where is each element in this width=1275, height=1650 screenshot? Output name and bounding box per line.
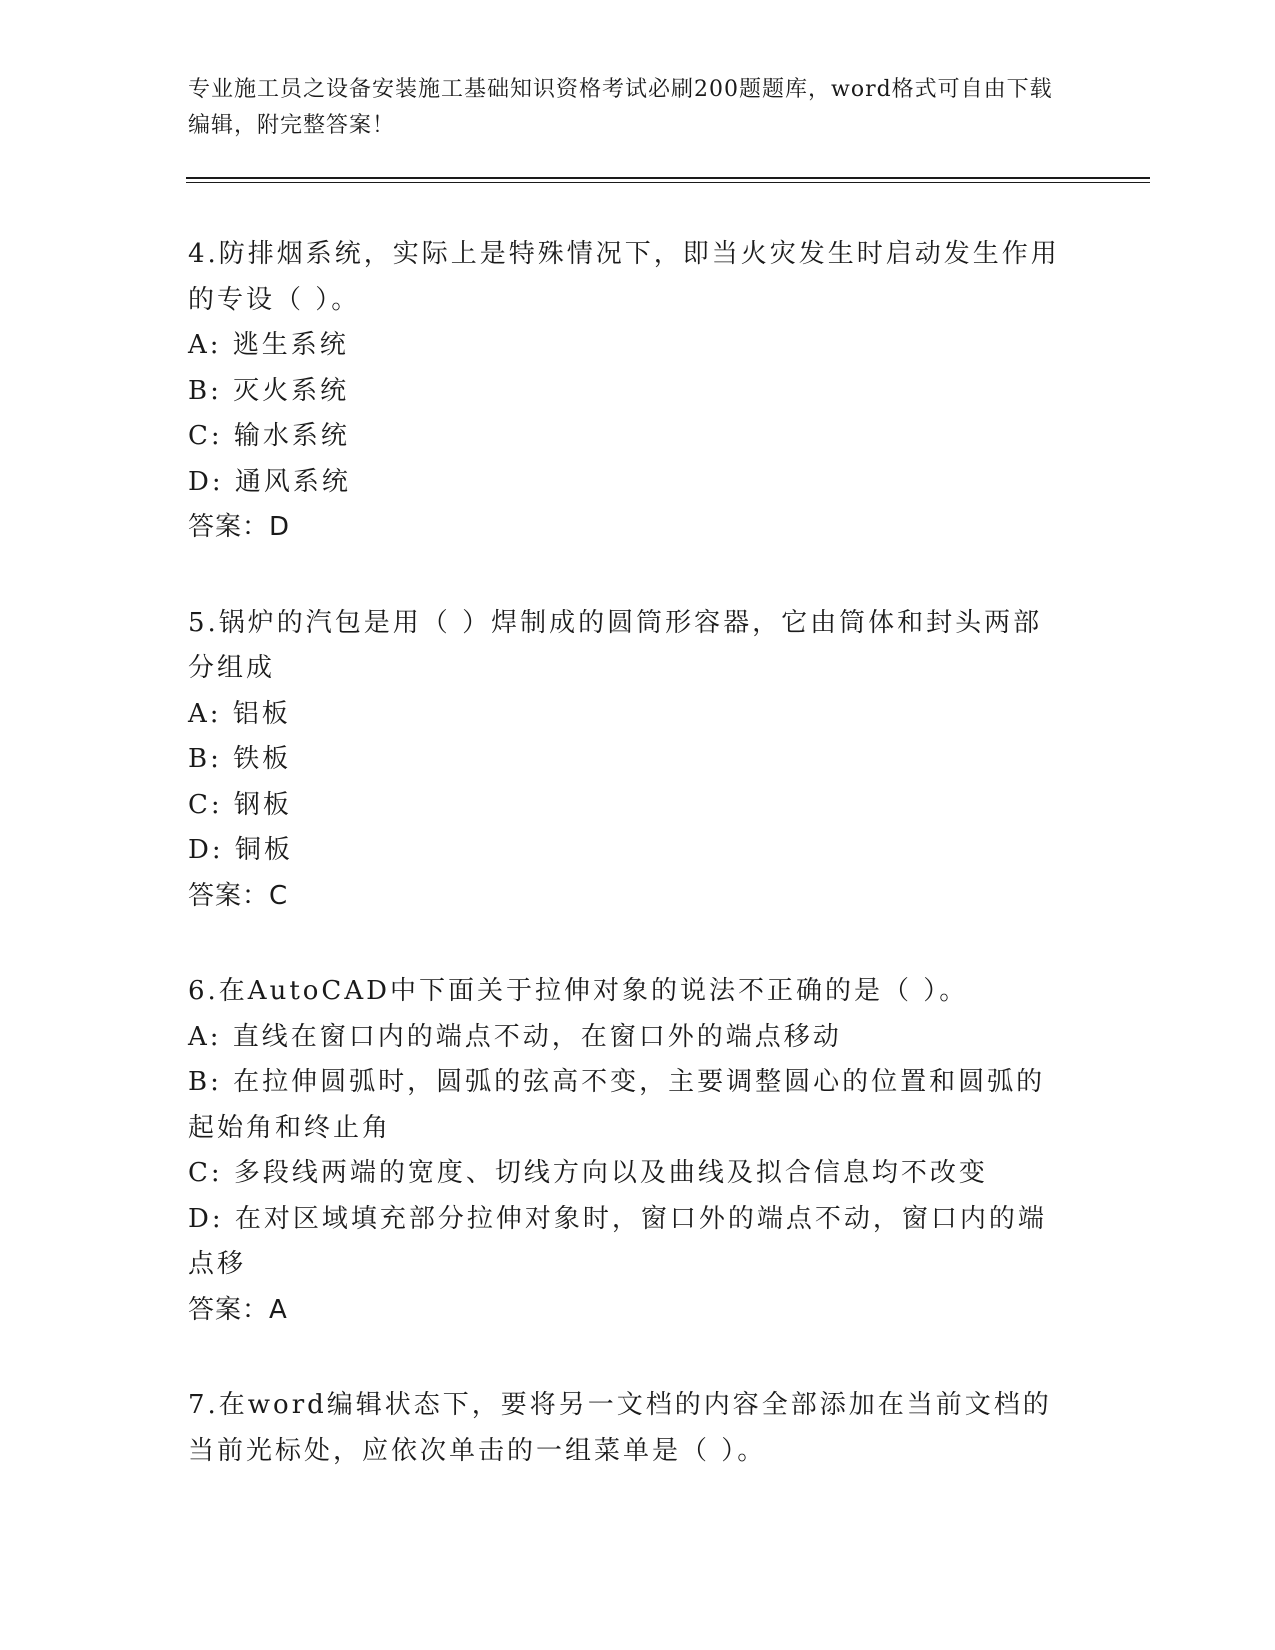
header-divider-thick bbox=[186, 177, 1150, 179]
document-header: 专业施工员之设备安装施工基础知识资格考试必刷200题题库，word格式可自由下载编辑，附完整答案！ bbox=[188, 77, 1053, 138]
option-d: D: 在对区域填充部分拉伸对象时，窗口外的端点不动，窗口内的端点移 bbox=[188, 1203, 1047, 1279]
question-5 bbox=[188, 601, 1068, 920]
option-c: C: 多段线两端的宽度、切线方向以及曲线及拟合信息均不改变 bbox=[188, 1158, 988, 1188]
question-4 bbox=[188, 232, 1068, 551]
question-list bbox=[188, 232, 1068, 1524]
option-d: D: 铜板 bbox=[188, 835, 293, 865]
option-a: A: 直线在窗口内的端点不动，在窗口外的端点移动 bbox=[188, 1021, 842, 1052]
question-stem: 4.防排烟系统，实际上是特殊情况下，即当火灾发生时启动发生作用的专设（ ）。 bbox=[188, 239, 1060, 315]
option-a: A: 铝板 bbox=[188, 698, 291, 729]
question-7 bbox=[188, 1383, 1068, 1474]
answer-line: 答案：C bbox=[188, 880, 289, 911]
option-b: B: 铁板 bbox=[188, 744, 292, 774]
option-c: C: 输水系统 bbox=[188, 421, 350, 451]
question-6 bbox=[188, 969, 1068, 1333]
question-stem: 5.锅炉的汽包是用（ ）焊制成的圆筒形容器，它由筒体和封头两部分组成 bbox=[188, 607, 1043, 683]
header-divider-thin bbox=[186, 182, 1150, 183]
question-stem: 7.在word编辑状态下，要将另一文档的内容全部添加在当前文档的当前光标处，应依次单击的一组菜单是（ ）。 bbox=[188, 1390, 1052, 1466]
option-d: D: 通风系统 bbox=[188, 466, 351, 497]
answer-line: 答案：A bbox=[188, 1294, 288, 1325]
option-b: B: 灭火系统 bbox=[188, 375, 350, 406]
question-stem: 6.在AutoCAD中下面关于拉伸对象的说法不正确的是（ ）。 bbox=[188, 976, 969, 1006]
option-a: A: 逃生系统 bbox=[188, 330, 349, 360]
option-c: C: 钢板 bbox=[188, 789, 292, 820]
answer-line: 答案：D bbox=[188, 512, 291, 542]
option-b: B: 在拉伸圆弧时，圆弧的弦高不变，主要调整圆心的位置和圆弧的起始角和终止角 bbox=[188, 1067, 1046, 1143]
